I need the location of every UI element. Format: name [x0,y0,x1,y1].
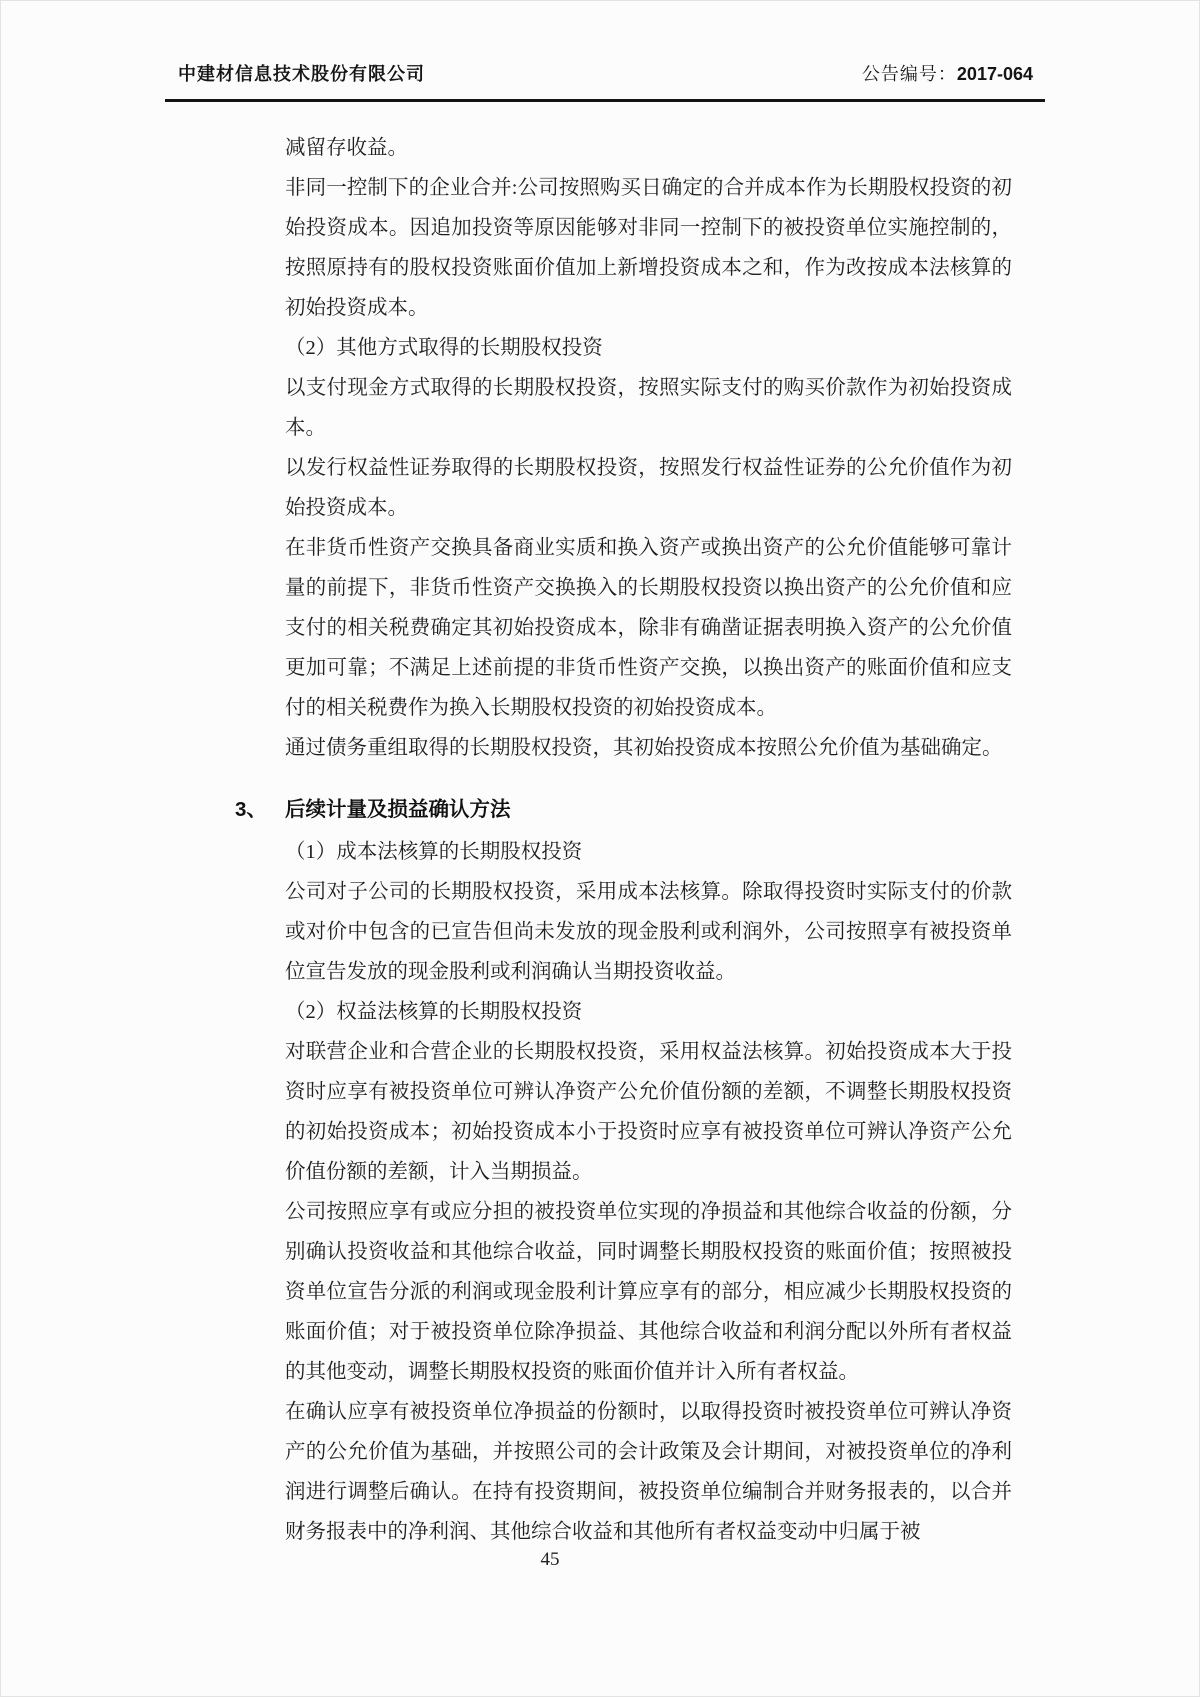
page-number: 45 [540,1549,560,1570]
paragraph: 对联营企业和合营企业的长期股权投资，采用权益法核算。初始投资成本大于投资时应享有被投资单位可辨认净资产公允价值份额的差额，不调整长期股权投资的初始投资成本；初始投资成本小于投资时应享有被投资单位可辨认净资产公允价值份额的差额，计入当期损益。 [285,1041,1012,1183]
paragraph: （2）其他方式取得的长期股权投资 [285,337,603,359]
paragraph: （1）成本法核算的长期股权投资 [285,841,583,863]
paragraph: 公司按照应享有或应分担的被投资单位实现的净损益和其他综合收益的份额，分别确认投资收益和其他综合收益，同时调整长期股权投资的账面价值；按照被投资单位宣告分派的利润或现金股利计算应享有的部分，相应减少长期股权投资的账面价值；对于被投资单位除净损益、其他综合收益和利润分配以外所有者权益的其他变动，调整长期股权投资的账面价值并计入所有者权益。 [285,1201,1012,1383]
section-heading-title: 后续计量及损益确认方法 [285,798,511,821]
section-heading [235,790,1012,830]
paragraph: 公司对子公司的长期股权投资，采用成本法核算。除取得投资时实际支付的价款或对价中包含的已宣告但尚未发放的现金股利或利润外，公司按照享有被投资单位宣告发放的现金股利或利润确认当期投资收益。 [285,881,1012,983]
paragraph: 减留存收益。 [285,137,408,159]
paragraph: （2）权益法核算的长期股权投资 [285,1001,583,1023]
notice-value: 2017-064 [956,64,1033,84]
page-footer [0,1540,1100,1580]
paragraph: 在非货币性资产交换具备商业实质和换入资产或换出资产的公允价值能够可靠计量的前提下，非货币性资产交换换入的长期股权投资以换出资产的公允价值和应支付的相关税费确定其初始投资成本，除非有确凿证据表明换入资产的公允价值更加可靠；不满足上述前提的非货币性资产交换，以换出资产的账面价值和应支付的相关税费作为换入长期股权投资的初始投资成本。 [285,537,1012,719]
paragraph: 通过债务重组取得的长期股权投资，其初始投资成本按照公允价值为基础确定。 [285,737,1003,759]
paragraph: 在确认应享有被投资单位净损益的份额时，以取得投资时被投资单位可辨认净资产的公允价值为基础，并按照公司的会计政策及会计期间，对被投资单位的净利润进行调整后确认。在持有投资期间，被投资单位编制合并财务报表的，以合并财务报表中的净利润、其他综合收益和其他所有者权益变动中归属于被 [285,1401,1012,1543]
notice-number [862,60,1033,86]
paragraph: 以支付现金方式取得的长期股权投资，按照实际支付的购买价款作为初始投资成本。 [285,377,1012,439]
section-heading-number: 3、 [235,798,267,821]
page-header [178,60,1033,86]
paragraph: 以发行权益性证券取得的长期股权投资，按照发行权益性证券的公允价值作为初始投资成本。 [285,457,1012,519]
company-name: 中建材信息技术股份有限公司 [178,64,425,84]
document-body [235,128,1012,1552]
paragraph: 非同一控制下的企业合并:公司按照购买日确定的合并成本作为长期股权投资的初始投资成本。因追加投资等原因能够对非同一控制下的被投资单位实施控制的，按照原持有的股权投资账面价值加上新增投资成本之和，作为改按成本法核算的初始投资成本。 [285,177,1012,319]
header-rule [165,99,1045,102]
notice-label: 公告编号： [861,64,957,84]
